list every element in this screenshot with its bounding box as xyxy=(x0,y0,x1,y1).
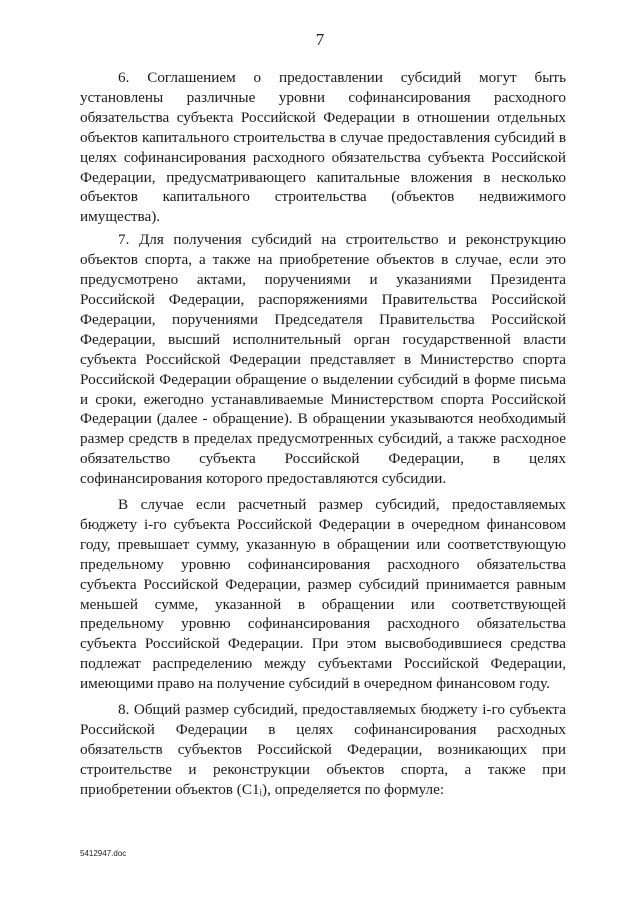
page-number: 7 xyxy=(315,30,325,49)
paragraph-6: 6. Соглашением о предоставлении субсидий могут быть установлены различные уровни софинансирования расходного обязательства субъекта Российской Федерации в отношении отдельных объектов капитального строительства в случае предоставления субсидий в целях софинансирования расходного обязательства субъекта Российской Федерации, предусматривающего капитальные вложения в несколько объектов капитального строительства (объектов недвижимого имущества). xyxy=(80,69,566,226)
paragraph-7-continued: В случае если расчетный размер субсидий, предоставляемых бюджету i-го субъекта Российской Федерации в очередном финансовом году, превышает сумму, указанную в обращении или соответствующую предельному уровню софинансирования расходного обязательства субъекта Российской Федерации, размер субсидий принимается равным меньшей сумме, указанной в обращении или соответствующей предельному уровню софинансирования расходного обязательства субъекта Российской Федерации. При этом высвободившиеся средства подлежат распределению между субъектами Российской Федерации, имеющими право на получение субсидий в очередном финансовом году. xyxy=(80,496,566,693)
document-body xyxy=(80,68,566,800)
paragraph-8: 8. Общий размер субсидий, предоставляемых бюджету i-го субъекта Российской Федерации в целях софинансирования расходных обязательств субъектов Российской Федерации, возникающих при строительстве и реконструкции объектов спорта, а также при приобретении объектов (C1ᵢ), определяется по формуле: xyxy=(80,701,566,798)
paragraph-7: 7. Для получения субсидий на строительство и реконструкцию объектов спорта, а также на приобретение объектов в случае, если это предусмотрено актами, поручениями и указаниями Президента Российской Федерации, распоряжениями Правительства Российской Федерации, поручениями Председателя Правительства Российской Федерации, высший исполнительный орган государственной власти субъекта Российской Федерации представляет в Министерство спорта Российской Федерации обращение о выделении субсидий в форме письма и сроки, ежегодно устанавливаемые Министерством спорта Российской Федерации (далее - обращение). В обращении указываются необходимый размер средств в пределах предусмотренных субсидий, а также расходное обязательство субъекта Российской Федерации, в целях софинансирования которого предоставляются субсидии. xyxy=(80,231,566,488)
footer-filename: 5412947.doc xyxy=(80,849,127,858)
